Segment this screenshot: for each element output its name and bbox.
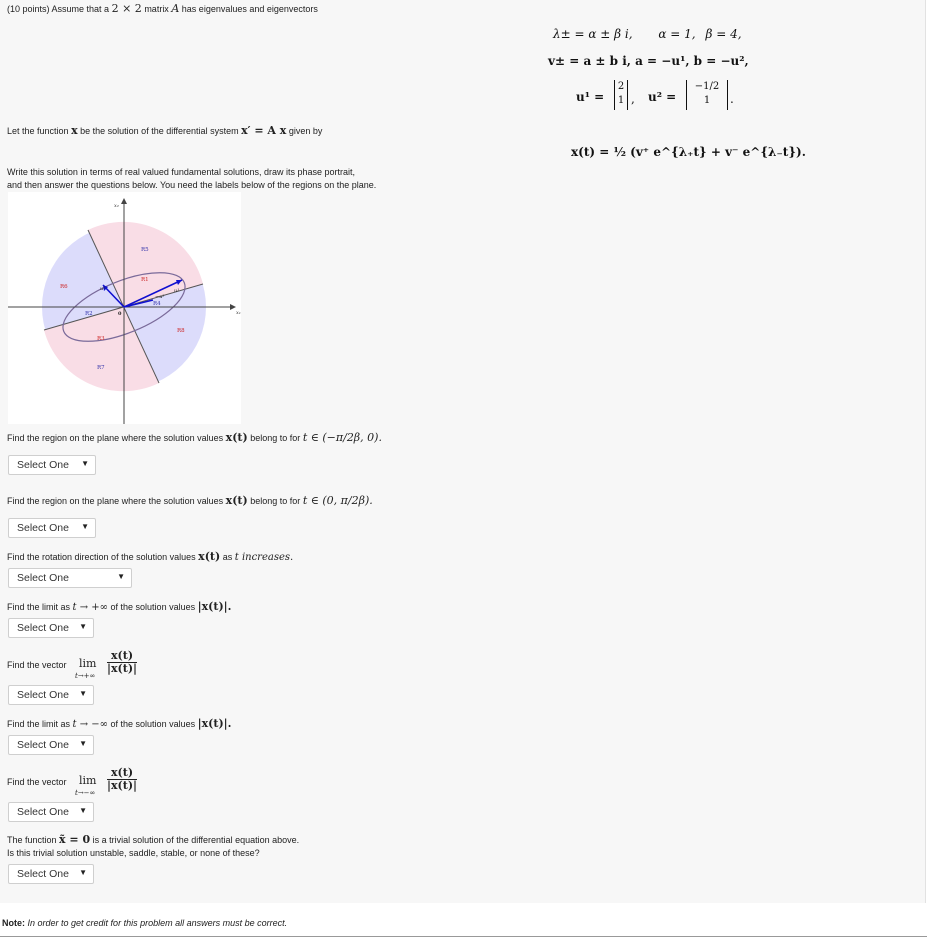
q5-lim-sub: t→+∞ xyxy=(75,672,96,680)
region-r4: R4 xyxy=(153,301,161,307)
question-8-line-2: Is this trivial solution unstable, saddle, stable, or none of these? xyxy=(7,848,260,858)
x1-axis-label: x₁ xyxy=(236,310,241,316)
origin-label: 0 xyxy=(118,311,122,317)
q3-select-label: Select One xyxy=(17,572,69,584)
beta-eq: β = 4, xyxy=(705,27,742,41)
q7-prefix: Find the vector xyxy=(7,777,67,787)
q2-interval: t ∈ (0, π/2β). xyxy=(302,494,373,507)
matrix-symbol: A xyxy=(171,2,180,15)
u1-vector xyxy=(614,80,628,110)
chevron-down-icon: ▼ xyxy=(81,459,89,468)
phase-portrait-figure xyxy=(8,192,241,424)
q5-prefix: Find the vector xyxy=(7,660,67,670)
eigenvector-line xyxy=(548,54,749,68)
let-equation: x′ = A x xyxy=(241,124,287,137)
region-r7: R7 xyxy=(97,365,105,371)
q5-lim: lim xyxy=(79,657,97,670)
question-3 xyxy=(7,551,293,564)
q3-select[interactable] xyxy=(8,568,132,588)
q7-frac-den: |x(t)| xyxy=(107,779,138,792)
x2-axis-label: x₂ xyxy=(114,203,119,209)
q1-select-label: Select One xyxy=(17,459,69,471)
q5-frac-den: |x(t)| xyxy=(107,662,138,675)
q8-suffix: is a trivial solution of the differential equation above. xyxy=(92,835,300,845)
q3-sym: x(t) xyxy=(198,550,221,563)
u1-top: 2 xyxy=(617,81,625,92)
chevron-down-icon: ▼ xyxy=(81,522,89,531)
q1-sym: x(t) xyxy=(225,431,248,444)
solution-eq: x(t) = ½ (v⁺ e^{λ₊t} + v⁻ e^{λ₋t}). xyxy=(571,145,806,159)
matrix-dims: 2 × 2 xyxy=(111,2,142,15)
chevron-down-icon: ▼ xyxy=(79,806,87,815)
eigenvalue-line xyxy=(553,27,742,41)
chevron-down-icon: ▼ xyxy=(79,739,87,748)
q4-suffix: |x(t)|. xyxy=(197,600,232,613)
q8-prefix: The function xyxy=(7,835,57,845)
u2-vector xyxy=(686,80,728,110)
q7-lim-sub: t→−∞ xyxy=(75,789,96,797)
lambda-eq: λ± = α ± β i, xyxy=(553,27,633,41)
region-r6: R6 xyxy=(60,284,68,290)
q8-select[interactable] xyxy=(8,864,94,884)
u2-label-fig: u² xyxy=(100,286,106,292)
write-instruction-2: and then answer the questions below. You need the labels below of the regions on the plane. xyxy=(7,180,377,190)
chevron-down-icon: ▼ xyxy=(79,689,87,698)
q4-select-label: Select One xyxy=(17,622,69,634)
footer-note xyxy=(2,917,287,929)
question-4 xyxy=(7,601,232,614)
q2-sym: x(t) xyxy=(225,494,248,507)
u1-label-fig: u¹ xyxy=(174,288,180,294)
q1-prefix: Find the region on the plane where the solution values xyxy=(7,433,224,443)
q4-select[interactable] xyxy=(8,618,94,638)
question-8-line-1 xyxy=(7,834,299,846)
let-x: x xyxy=(71,124,78,137)
q4-mid: of the solution values xyxy=(110,602,196,612)
neg-u2-label-fig: −u² xyxy=(155,294,165,300)
solution-formula xyxy=(571,145,806,159)
chevron-down-icon: ▼ xyxy=(79,868,87,877)
intro-text xyxy=(7,3,318,15)
q7-frac-num: x(t) xyxy=(107,767,137,780)
q1-mid: belong to for xyxy=(250,433,301,443)
write-instruction-1: Write this solution in terms of real valued fundamental solutions, draw its phase portrait, xyxy=(7,167,356,177)
q5-frac-num: x(t) xyxy=(107,650,137,663)
q3-prefix: Find the rotation direction of the solution values xyxy=(7,552,196,562)
q7-fraction xyxy=(107,767,137,792)
u1-comma: , xyxy=(631,92,635,106)
q6-select-label: Select One xyxy=(17,739,69,751)
u2-label: u² = xyxy=(648,90,677,104)
q6-mid: of the solution values xyxy=(110,719,196,729)
region-r5: R5 xyxy=(141,247,149,253)
footer xyxy=(0,903,927,939)
let-mid: be the solution of the differential system xyxy=(80,126,239,136)
intro-prefix: (10 points) Assume that a xyxy=(7,4,110,14)
q4-prefix: Find the limit as xyxy=(7,602,71,612)
let-function-text xyxy=(7,125,322,137)
q2-mid: belong to for xyxy=(250,496,301,506)
q2-select-label: Select One xyxy=(17,522,69,534)
note-text: In order to get credit for this problem all answers must be correct. xyxy=(27,918,288,928)
let-prefix: Let the function xyxy=(7,126,69,136)
q5-select-label: Select One xyxy=(17,689,69,701)
alpha-eq: α = 1, xyxy=(658,27,696,41)
u1-label: u¹ = xyxy=(576,90,605,104)
region-r2: R2 xyxy=(85,311,93,317)
region-r8: R8 xyxy=(177,328,185,334)
q1-select[interactable] xyxy=(8,455,96,475)
q2-select[interactable] xyxy=(8,518,96,538)
chevron-down-icon: ▼ xyxy=(79,622,87,631)
q5-fraction xyxy=(107,650,137,675)
question-2 xyxy=(7,493,373,509)
q2-prefix: Find the region on the plane where the solution values xyxy=(7,496,224,506)
intro-suffix: has eigenvalues and eigenvectors xyxy=(181,4,318,14)
intro-mid: matrix xyxy=(144,4,169,14)
footer-divider xyxy=(0,936,927,937)
q7-lim: lim xyxy=(79,774,97,787)
q1-interval: t ∈ (−π/2β, 0). xyxy=(302,431,382,444)
question-6 xyxy=(7,718,232,731)
q7-select-label: Select One xyxy=(17,806,69,818)
note-label: Note: xyxy=(2,918,25,928)
q6-sym: t → −∞ xyxy=(72,719,109,730)
region-r1: R1 xyxy=(141,277,149,283)
chevron-down-icon: ▼ xyxy=(117,572,125,581)
q8-select-label: Select One xyxy=(17,868,69,880)
q3-mid: as xyxy=(222,552,233,562)
region-r3: R3 xyxy=(97,336,105,342)
question-1 xyxy=(7,430,382,446)
q8-sym: x̃ = 0 xyxy=(59,833,91,846)
q6-select[interactable] xyxy=(8,735,94,755)
let-suffix: given by xyxy=(288,126,323,136)
u1-bottom: 1 xyxy=(617,95,625,106)
u2-bottom: 1 xyxy=(703,95,711,106)
u2-period: . xyxy=(730,92,734,106)
eigenvector-eq: v± = a ± b i, a = −u¹, b = −u², xyxy=(548,54,749,68)
q3-suffix: t increases. xyxy=(234,552,294,563)
u2-top: −1/2 xyxy=(694,81,720,92)
q7-select[interactable] xyxy=(8,802,94,822)
q6-prefix: Find the limit as xyxy=(7,719,71,729)
q4-sym: t → +∞ xyxy=(72,602,109,613)
q5-select[interactable] xyxy=(8,685,94,705)
q6-suffix: |x(t)|. xyxy=(197,717,232,730)
